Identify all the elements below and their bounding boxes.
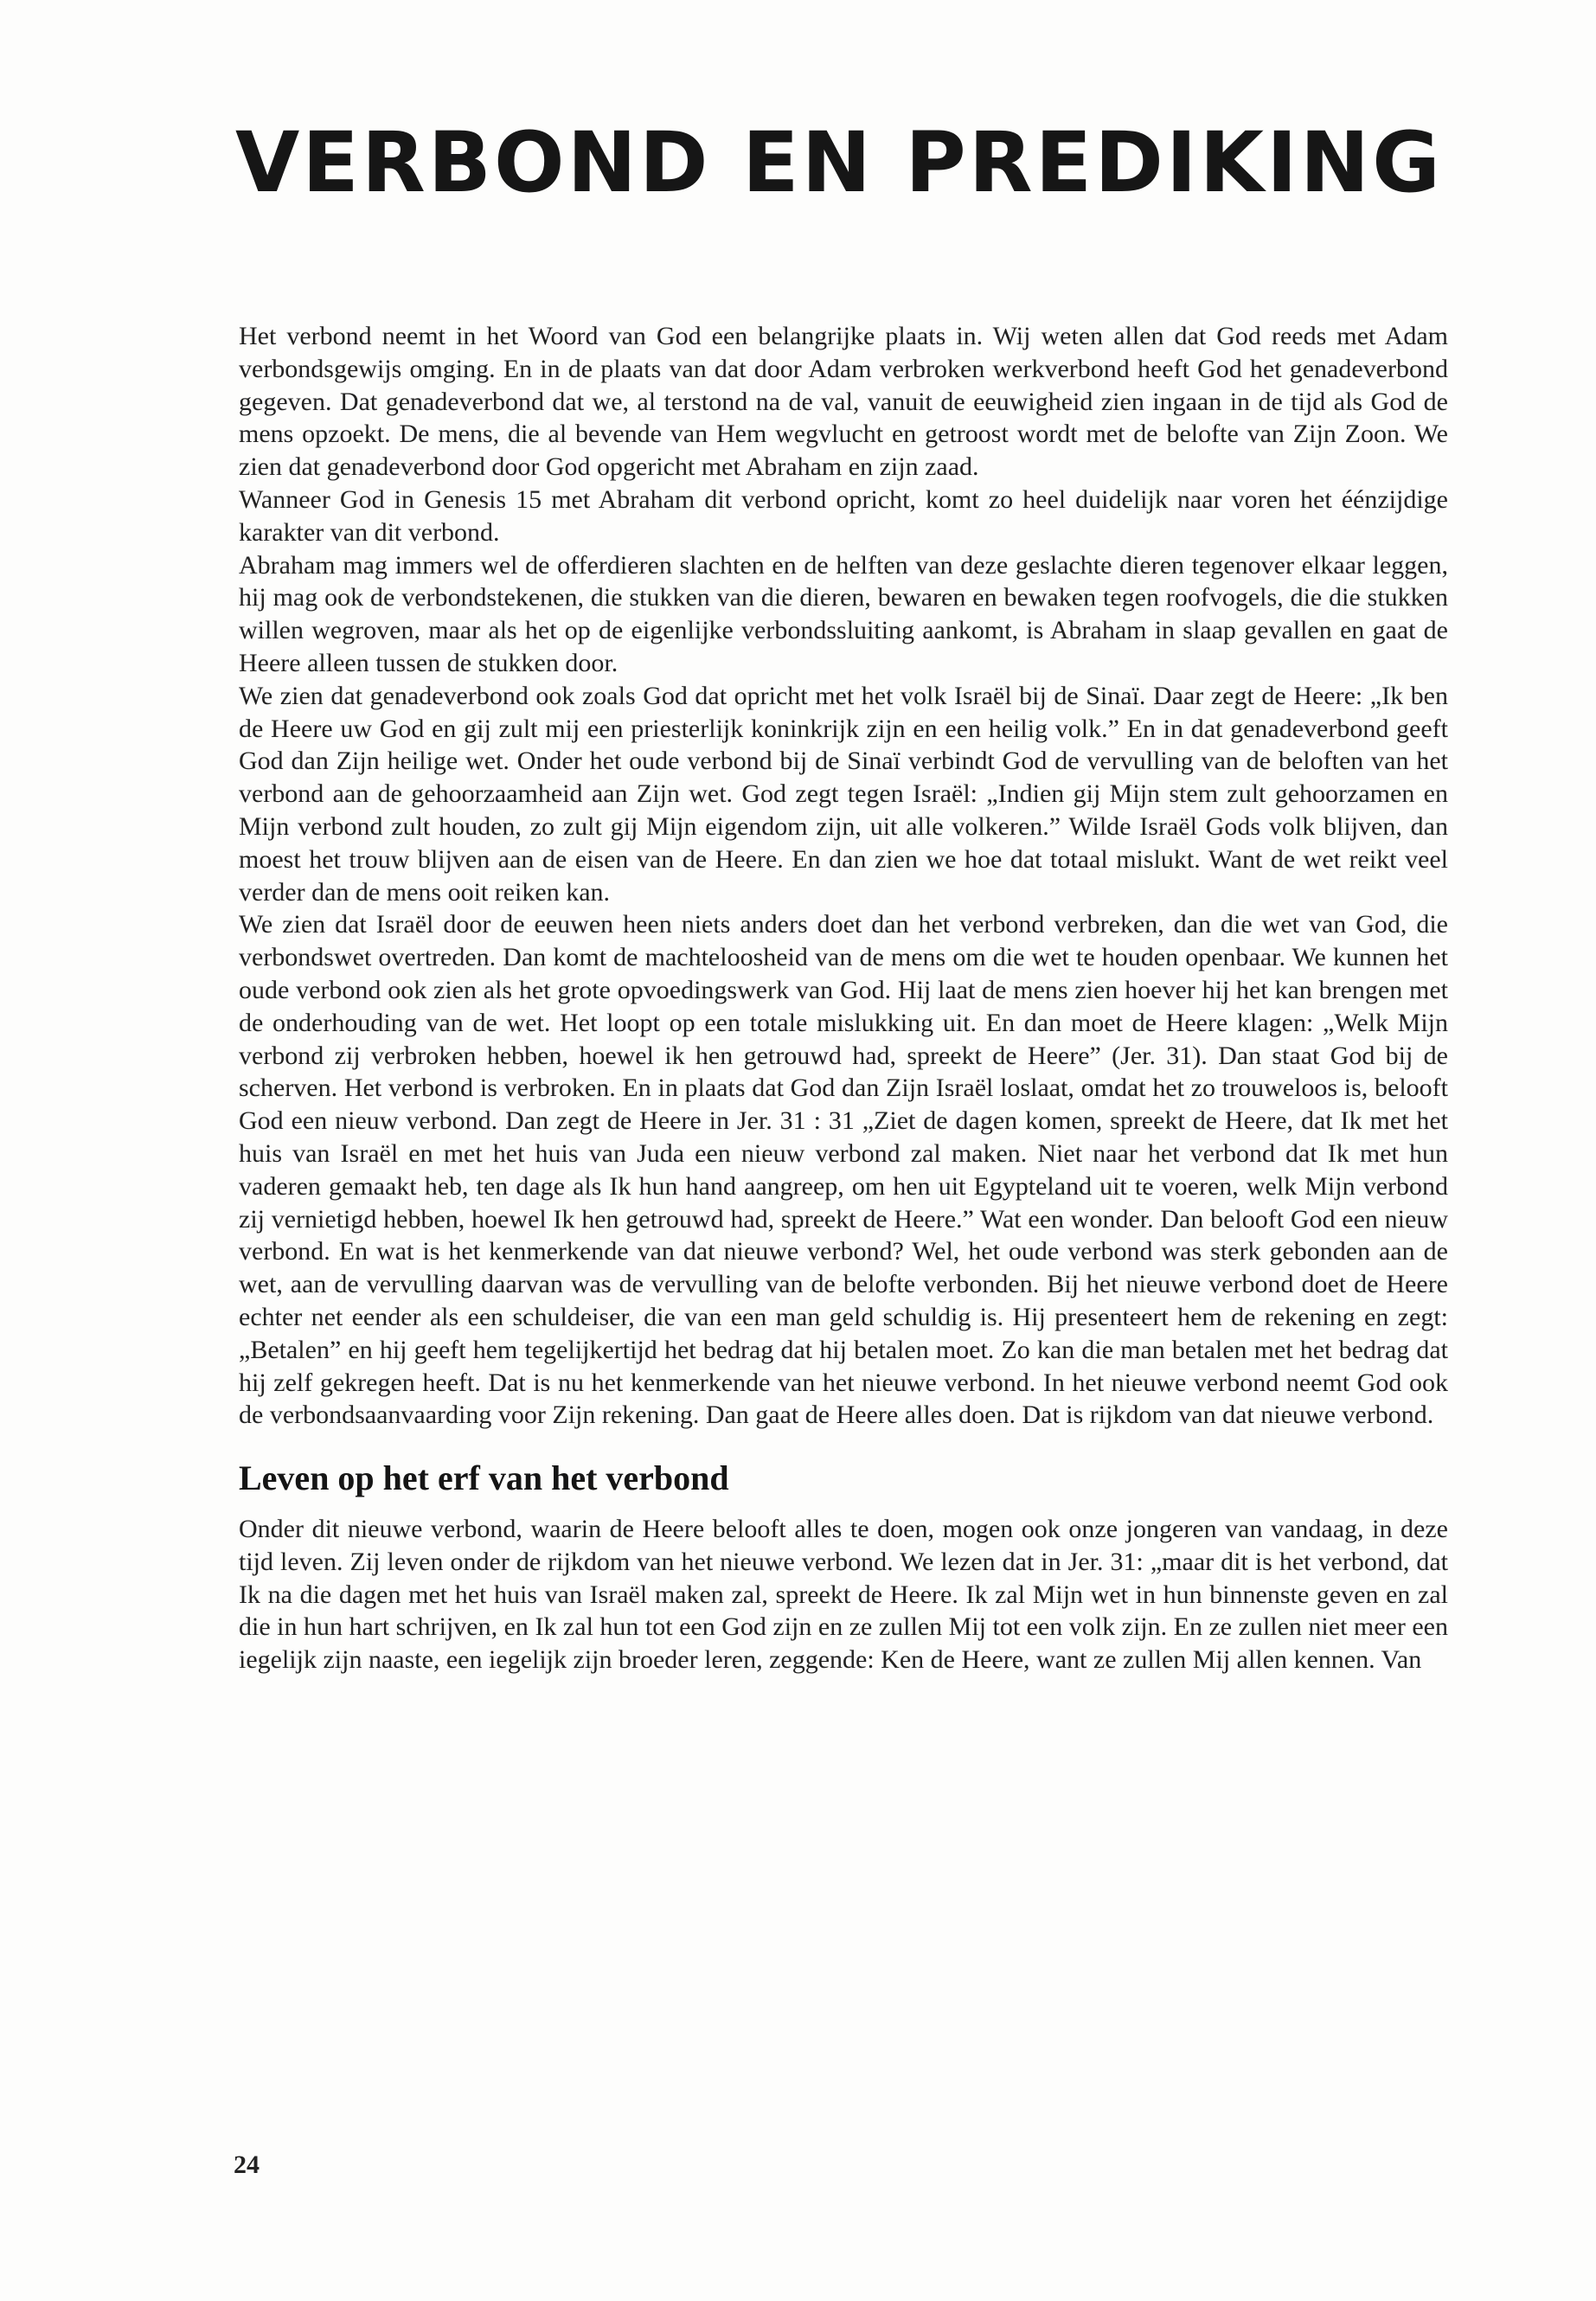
page-number: 24	[234, 2150, 260, 2179]
paragraph: Wanneer God in Genesis 15 met Abraham dit verbond opricht, komt zo heel duidelijk naar voren het éénzijdige karakter van dit verbond.	[239, 484, 1448, 547]
page-title: VERBOND EN PREDIKING	[235, 114, 1443, 211]
paragraph: We zien dat Israël door de eeuwen heen niets anders doet dan het verbond verbreken, dan die wet van God, die verbondswet overtreden. Dan komt de machteloosheid van de mens om die wet te houden openbaar. We kunnen het oude verbond ook zien als het grote opvoedingswerk van God. Hij laat de mens zien hoever hij het kan brengen met de onderhouding van de wet. Het loopt op een totale mislukking uit. En dan moet de Heere klagen: „Welk Mijn verbond zij verbroken hebben, hoewel ik hen getrouwd had, spreekt de Heere” (Jer. 31). Dan staat God bij de scherven. Het verbond is verbroken. En in plaats dat God dan Zijn Israël loslaat, omdat het zo trouweloos is, belooft God een nieuw verbond. Dan zegt de Heere in Jer. 31 : 31 „Ziet de dagen komen, spreekt de Heere, dat Ik met het huis van Israël en met het huis van Juda een nieuw verbond zal maken. Niet naar het verbond dat Ik met hun vaderen gemaakt heb, ten dage als Ik hun hand aangreep, om hen uit Egypteland uit te voeren, welk Mijn verbond zij vernietigd hebben, hoewel Ik hen getrouwd had, spreekt de Heere.” Wat een wonder. Dan belooft God een nieuw verbond. En wat is het kenmerkende van dat nieuwe verbond? Wel, het oude verbond was sterk gebonden aan de wet, aan de vervulling daarvan was de vervulling van de belofte verbonden. Bij het nieuwe verbond doet de Heere echter net eender als een schuldeiser, die van een man geld schuldig is. Hij presenteert hem de rekening en zegt: „Betalen” en hij geeft hem tegelijkertijd het bedrag dat hij betalen moet. Zo kan die man betalen met het bedrag dat hij zelf gekregen heeft. Dat is nu het kenmerkende van het nieuwe verbond. In het nieuwe verbond neemt God ook de verbondsaanvaarding voor Zijn rekening. Dan gaat de Heere alles doen. Dat is rijkdom van dat nieuwe verbond.	[239, 910, 1448, 1430]
paragraph: Onder dit nieuwe verbond, waarin de Heere belooft alles te doen, mogen ook onze jongeren van vandaag, in deze tijd leven. Zij leven onder de rijkdom van het nieuwe verbond. We lezen dat in Jer. 31: „maar dit is het verbond, dat Ik na die dagen met het huis van Israël maken zal, spreekt de Heere. Ik zal Mijn wet in hun binnenste geven en zal die in hun hart schrijven, en Ik zal hun tot een God zijn en ze zullen Mij tot een volk zijn. En ze zullen niet meer een iegelijk zijn naaste, een iegelijk zijn broeder leren, zeggende: Ken de Heere, want ze zullen Mij allen kennen. Van	[239, 1515, 1448, 1675]
paragraph: We zien dat genadeverbond ook zoals God dat opricht met het volk Israël bij de Sinaï. Daar zegt de Heere: „Ik ben de Heere uw God en gij zult mij een priesterlijk koninkrijk zijn en een heilig volk.” En in dat genadeverbond geeft God dan Zijn heilige wet. Onder het oude verbond bij de Sinaï verbindt God de vervulling van de beloften van het verbond aan de gehoorzaamheid aan Zijn wet. God zegt tegen Israël: „Indien gij Mijn stem zult gehoorzamen en Mijn verbond zult houden, zo zult gij Mijn eigendom zijn, uit alle volkeren.” Wilde Israël Gods volk blijven, dan moest het trouw blijven aan de eisen van de Heere. En dan zien we hoe dat totaal mislukt. Want de wet reikt veel verder dan de mens ooit reiken kan.	[239, 681, 1448, 907]
paragraph: Het verbond neemt in het Woord van God een belangrijke plaats in. Wij weten allen dat God reeds met Adam verbondsgewijs omging. En in de plaats van dat door Adam verbroken werkverbond heeft God het genadeverbond gegeven. Dat genadeverbond dat we, al terstond na de val, vanuit de eeuwigheid zien ingaan in de tijd als God de mens opzoekt. De mens, die al bevende van Hem wegvlucht en getroost wordt met de belofte van Zijn Zoon. We zien dat genadeverbond door God opgericht met Abraham en zijn zaad.	[239, 322, 1448, 482]
article-body	[239, 320, 1448, 1676]
paragraph: Abraham mag immers wel de offerdieren slachten en de helften van deze geslachte dieren tegenover elkaar leggen, hij mag ook de verbondstekenen, die stukken van die dieren, bewaren en bewaken tegen roofvogels, die die stukken willen wegroven, maar als het op de eigenlijke verbondssluiting aankomt, is Abraham in slaap gevallen en gaat de Heere alleen tussen de stukken door.	[239, 550, 1448, 677]
section-heading: Leven op het erf van het verbond	[239, 1458, 729, 1498]
